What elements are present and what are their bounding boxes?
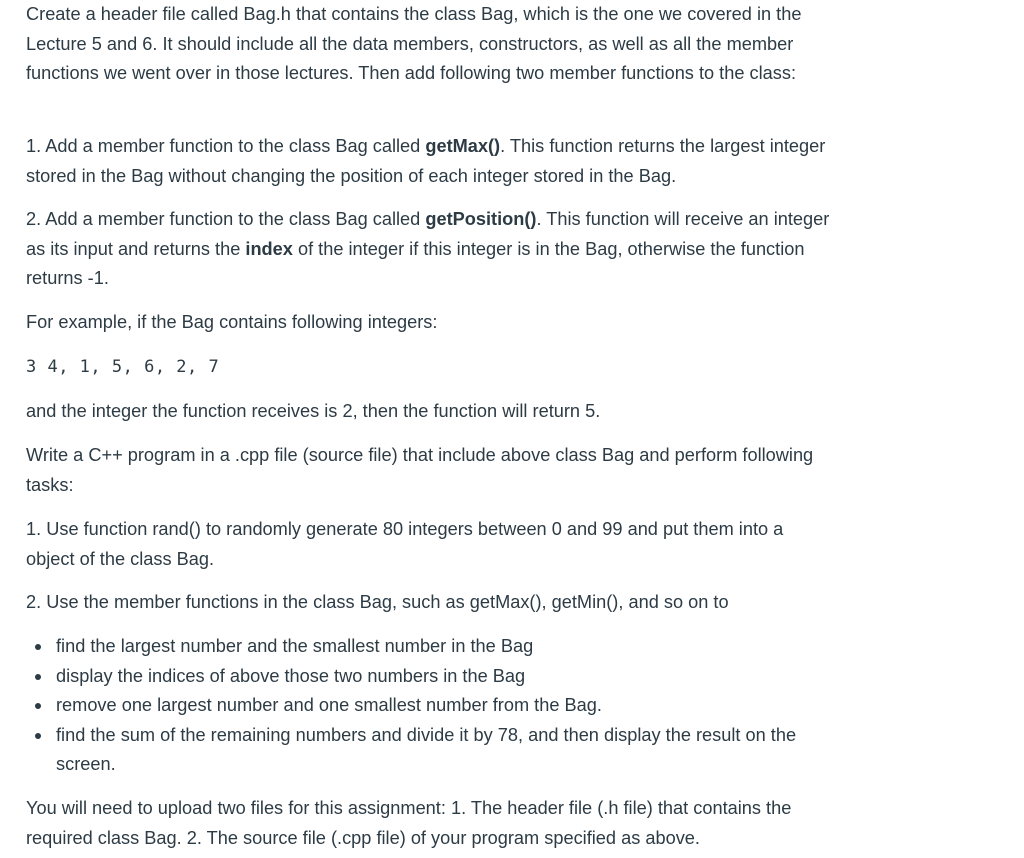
bullet-item: remove one largest number and one smallest number from the Bag. <box>26 691 834 721</box>
requirement-getposition-mid: . This function will receive an integer as its input and returns the <box>26 209 830 259</box>
example-intro: For example, if the Bag contains following integers: <box>26 312 438 332</box>
bullet-item: find the largest number and the smallest number in the Bag <box>26 632 834 662</box>
requirement-getmax-post: . This function returns the largest integer stored in the Bag without changing the position of each integer stored in the Bag. <box>26 136 826 186</box>
task-2: 2. Use the member functions in the class Bag, such as getMax(), getMin(), and so on to <box>26 592 729 612</box>
index-keyword: index <box>245 238 293 259</box>
bullet-item: display the indices of above those two numbers in the Bag <box>26 662 834 692</box>
requirement-getposition <box>26 205 834 294</box>
example-values: 3 4, 1, 5, 6, 2, 7 <box>26 357 220 377</box>
requirement-getmax-pre: 1. Add a member function to the class Bag called <box>26 136 426 156</box>
getmax-function-name: getMax() <box>425 136 501 156</box>
task-2-bullet-list <box>26 632 834 780</box>
upload-note: You will need to upload two files for this assignment: 1. The header file (.h file) that contains the required class Bag. 2. The source file (.cpp file) of your program specified as above. <box>26 798 792 848</box>
requirement-getposition-post: of the integer if this integer is in the Bag, otherwise the function returns -1. <box>26 238 805 288</box>
requirement-getposition-pre: 2. Add a member function to the class Bag called <box>26 209 426 229</box>
program-intro: Write a C++ program in a .cpp file (source file) that include above class Bag and perform following tasks: <box>26 445 814 495</box>
task-1: 1. Use function rand() to randomly generate 80 integers between 0 and 99 and put them into a object of the class Bag. <box>26 519 784 569</box>
bullet-item: find the sum of the remaining numbers and divide it by 78, and then display the result on the screen. <box>26 721 834 780</box>
getposition-function-name: getPosition() <box>425 209 537 229</box>
intro-paragraph: Create a header file called Bag.h that contains the class Bag, which is the one we covered in the Lecture 5 and 6. It should include all the data members, constructors, as well as all the member functions we went over in those lectures. Then add following two member functions to the class: <box>26 4 802 83</box>
example-result: and the integer the function receives is 2, then the function will return 5. <box>26 401 601 421</box>
requirement-getmax <box>26 132 834 191</box>
